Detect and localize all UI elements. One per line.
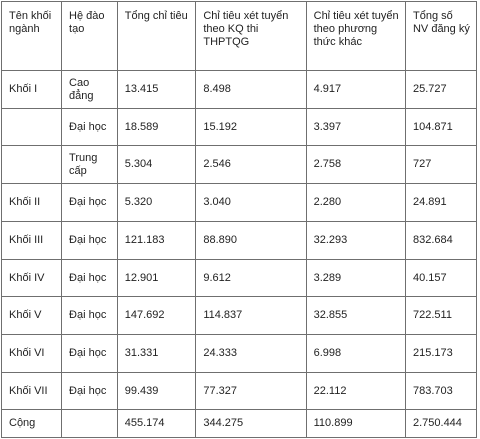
table-cell: 455.174: [117, 410, 196, 438]
table-cell: Khối IV: [2, 260, 62, 297]
table-cell: 15.192: [196, 109, 306, 146]
admissions-table: [1, 1, 477, 438]
table-row: [2, 109, 477, 146]
table-row: [2, 297, 477, 335]
table-row: [2, 184, 477, 222]
table-cell: 4.917: [306, 71, 405, 109]
table-cell: 215.173: [405, 335, 476, 373]
table-cell: 24.891: [405, 184, 476, 222]
table-cell: 3.040: [196, 184, 306, 222]
table-row: [2, 146, 477, 184]
table-cell: 104.871: [405, 109, 476, 146]
table-row: [2, 222, 477, 260]
table-cell: 9.612: [196, 260, 306, 297]
table-cell: 344.275: [196, 410, 306, 438]
table-cell: 2.546: [196, 146, 306, 184]
table-cell: Khối I: [2, 71, 62, 109]
table-cell: Khối V: [2, 297, 62, 335]
table-cell: 727: [405, 146, 476, 184]
table-cell: 12.901: [117, 260, 196, 297]
table-cell: [62, 410, 118, 438]
table-cell: 5.304: [117, 146, 196, 184]
table-cell: Đại học: [62, 222, 118, 260]
header-cell: Tên khối ngành: [2, 2, 62, 71]
table-cell: Đại học: [62, 260, 118, 297]
table-cell: 722.511: [405, 297, 476, 335]
header-cell: Tổng chỉ tiêu: [117, 2, 196, 71]
table-cell: 2.280: [306, 184, 405, 222]
table-row: [2, 260, 477, 297]
table-row: [2, 335, 477, 373]
table-cell: 8.498: [196, 71, 306, 109]
table-cell: 147.692: [117, 297, 196, 335]
table-cell: 25.727: [405, 71, 476, 109]
table-cell: Khối VII: [2, 373, 62, 410]
table-cell: Trung cấp: [62, 146, 118, 184]
table-cell: 40.157: [405, 260, 476, 297]
table-cell: 783.703: [405, 373, 476, 410]
table-cell: 110.899: [306, 410, 405, 438]
table-cell: [2, 146, 62, 184]
table-cell: 2.758: [306, 146, 405, 184]
table-cell: 22.112: [306, 373, 405, 410]
table-cell: Cộng: [2, 410, 62, 438]
table-cell: Đại học: [62, 109, 118, 146]
table-cell: 832.684: [405, 222, 476, 260]
table-cell: 88.890: [196, 222, 306, 260]
header-cell: Chỉ tiêu xét tuyển theo KQ thi THPTQG: [196, 2, 306, 71]
table-cell: 2.750.444: [405, 410, 476, 438]
table-cell: 32.293: [306, 222, 405, 260]
table-cell: Khối VI: [2, 335, 62, 373]
table-cell: 31.331: [117, 335, 196, 373]
table-cell: Đại học: [62, 335, 118, 373]
table-cell: 13.415: [117, 71, 196, 109]
table-total-row: [2, 410, 477, 438]
header-cell: Hệ đào tạo: [62, 2, 118, 71]
table-cell: 6.998: [306, 335, 405, 373]
table-cell: Đại học: [62, 184, 118, 222]
table-cell: Đại học: [62, 373, 118, 410]
table-row: [2, 71, 477, 109]
table-cell: 24.333: [196, 335, 306, 373]
table-row: [2, 373, 477, 410]
table-cell: 5.320: [117, 184, 196, 222]
table-cell: 18.589: [117, 109, 196, 146]
table-cell: Khối II: [2, 184, 62, 222]
table-cell: Đại học: [62, 297, 118, 335]
table-cell: 3.397: [306, 109, 405, 146]
table-cell: 121.183: [117, 222, 196, 260]
table-cell: 99.439: [117, 373, 196, 410]
table-cell: Cao đẳng: [62, 71, 118, 109]
table-cell: 32.855: [306, 297, 405, 335]
table-cell: 114.837: [196, 297, 306, 335]
table-cell: 3.289: [306, 260, 405, 297]
table-cell: Khối III: [2, 222, 62, 260]
header-cell: Chỉ tiêu xét tuyển theo phương thức khác: [306, 2, 405, 71]
table-cell: [2, 109, 62, 146]
table-header-row: [2, 2, 477, 71]
header-cell: Tổng số NV đăng ký: [405, 2, 476, 71]
table-cell: 77.327: [196, 373, 306, 410]
